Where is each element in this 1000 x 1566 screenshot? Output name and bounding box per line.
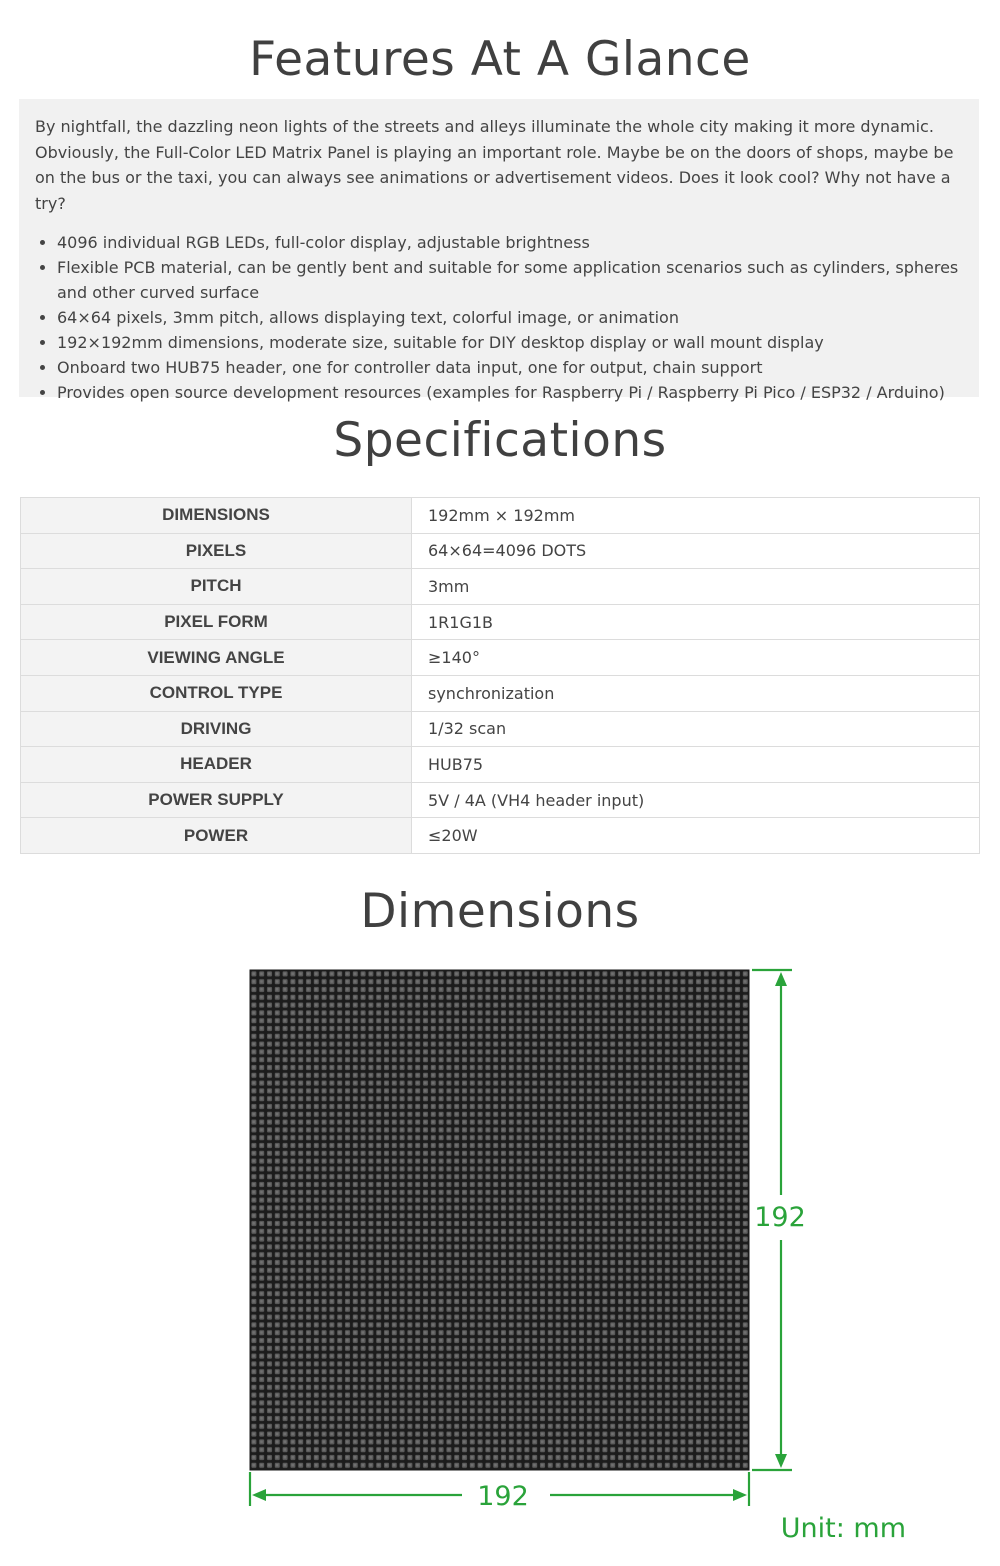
table-row — [21, 640, 980, 676]
arrow-down-icon — [775, 1454, 787, 1468]
feature-item: • Onboard two HUB75 header, one for controller data input, one for output, chain support — [57, 355, 963, 380]
spec-value: ≥140° — [412, 640, 980, 676]
feature-item: • Provides open source development resources (examples for Raspberry Pi / Raspberry Pi Pico / ESP32 / Arduino) — [57, 380, 963, 405]
table-row — [21, 533, 980, 569]
spec-label: PIXELS — [21, 533, 412, 569]
feature-item: • Flexible PCB material, can be gently bent and suitable for some application scenarios such as cylinders, spheres and other curved surface — [57, 255, 963, 305]
specifications-title: Specifications — [333, 413, 667, 468]
spec-label: HEADER — [21, 747, 412, 783]
features-list — [35, 230, 963, 405]
table-row — [21, 747, 980, 783]
dimensions-diagram — [0, 960, 1000, 1566]
table-row — [21, 675, 980, 711]
feature-item: • 64×64 pixels, 3mm pitch, allows displaying text, colorful image, or animation — [57, 305, 963, 330]
spec-value: 1/32 scan — [412, 711, 980, 747]
specifications-table — [20, 497, 980, 854]
spec-label: POWER — [21, 818, 412, 854]
table-row — [21, 782, 980, 818]
spec-value: 5V / 4A (VH4 header input) — [412, 782, 980, 818]
spec-value: 1R1G1B — [412, 604, 980, 640]
feature-item: • 192×192mm dimensions, moderate size, suitable for DIY desktop display or wall mount display — [57, 330, 963, 355]
spec-label: POWER SUPPLY — [21, 782, 412, 818]
features-title: Features At A Glance — [249, 32, 751, 87]
arrow-left-icon — [252, 1489, 266, 1501]
feature-item: • 4096 individual RGB LEDs, full-color display, adjustable brightness — [57, 230, 963, 255]
spec-label: DIMENSIONS — [21, 498, 412, 534]
arrow-up-icon — [775, 972, 787, 986]
spec-value: HUB75 — [412, 747, 980, 783]
dimensions-title: Dimensions — [360, 884, 640, 939]
spec-label: VIEWING ANGLE — [21, 640, 412, 676]
width-dimension-label: 192 — [477, 1481, 529, 1512]
table-row — [21, 569, 980, 605]
spec-value: 192mm × 192mm — [412, 498, 980, 534]
spec-value: synchronization — [412, 675, 980, 711]
table-row — [21, 818, 980, 854]
spec-label: PITCH — [21, 569, 412, 605]
spec-value: 3mm — [412, 569, 980, 605]
led-matrix-panel-image — [250, 970, 749, 1470]
unit-label: Unit: mm — [780, 1513, 906, 1544]
spec-label: PIXEL FORM — [21, 604, 412, 640]
features-intro: By nightfall, the dazzling neon lights of the streets and alleys illuminate the whole city making it more dynamic. Obviously, the Full-Color LED Matrix Panel is playing an important role. Maybe be on the doors of shops, maybe be on the bus or the taxi, you can always see animations or advertisement videos. Does it look cool? Why not have a try? — [35, 117, 954, 213]
table-row — [21, 711, 980, 747]
table-row — [21, 604, 980, 640]
spec-value: ≤20W — [412, 818, 980, 854]
spec-value: 64×64=4096 DOTS — [412, 533, 980, 569]
arrow-right-icon — [733, 1489, 747, 1501]
spec-label: CONTROL TYPE — [21, 675, 412, 711]
features-panel — [19, 99, 979, 402]
height-dimension-label: 192 — [754, 1202, 806, 1233]
spec-label: DRIVING — [21, 711, 412, 747]
table-row — [21, 498, 980, 534]
